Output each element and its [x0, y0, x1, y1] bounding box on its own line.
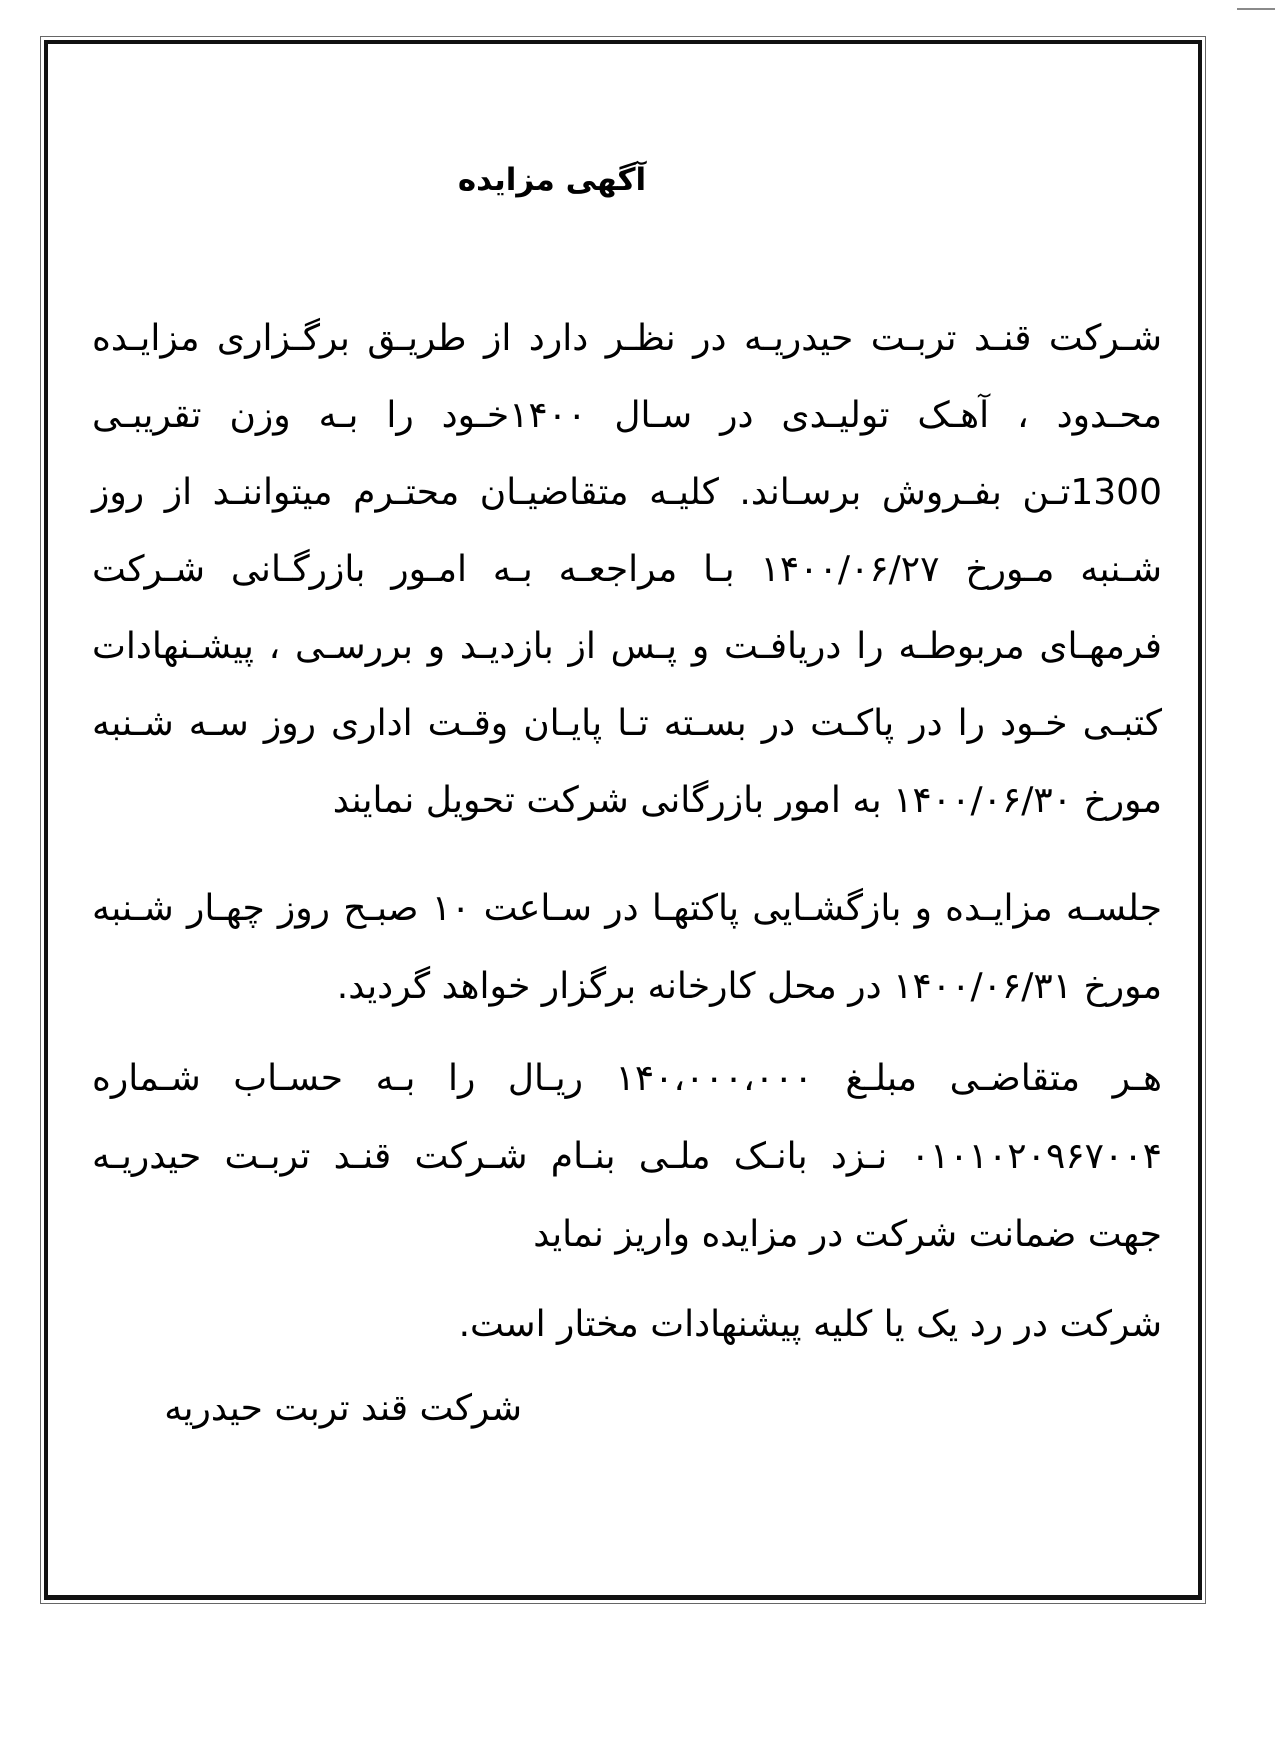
paragraph-line: ۰۱۰۱۰۲۰۹۶۷۰۰۴ نـزد بانـک ملـی بنـام شـرکت قنـد تربـت حیدریـه	[92, 1136, 1162, 1177]
paragraph-line: فرمهـای مربوطـه را دریافـت و پـس از بازدیـد و بررسـی ، پیشـنهادات	[92, 626, 1162, 667]
paragraph-line: کتبـی خـود را در پاکـت در بسـته تـا پایـان وقـت اداری روز سـه شـنبه	[92, 703, 1162, 744]
paragraph-guarantee-deposit	[92, 1040, 1162, 1274]
paragraph-line: شـرکت قنـد تربـت حیدریـه در نظـر دارد از طریـق برگـزاری مزایـده	[92, 318, 1162, 359]
paragraph-line: شرکت در رد یک یا کلیه پیشنهادات مختار است.	[458, 1304, 1162, 1345]
paragraph-auction-details	[92, 300, 1162, 839]
paragraph-line: شـنبه مـورخ ۱۴۰۰/۰۶/۲۷ بـا مراجعـه بـه امـور بازرگـانی شـرکت	[92, 549, 1162, 590]
paragraph-rights-reserved	[92, 1300, 1162, 1350]
paragraph-line: هـر متقاضـی مبلـغ ۱۴۰،۰۰۰،۰۰۰ ریـال را بـه حسـاب شـماره	[92, 1058, 1162, 1099]
paragraph-line: محـدود ، آهـک تولیـدی در سـال ۱۴۰۰خـود را بـه وزن تقریبـی	[92, 395, 1162, 436]
paragraph-line: جلسـه مزایـده و بازگشـایی پاکتهـا در سـاعت ۱۰ صبـح روز چهـار شـنبه	[92, 888, 1162, 929]
paragraph-line: مورخ ۱۴۰۰/۰۶/۳۰ به امور بازرگانی شرکت تحویل نمایند	[332, 780, 1162, 821]
paragraph-opening-session	[92, 870, 1162, 1026]
notice-title: آگهی مزایده	[457, 162, 647, 198]
page-edge-mark	[1237, 8, 1275, 10]
paragraph-line: 1300تـن بفـروش برسـاند. کلیـه متقاضیـان محتـرم میتواننـد از روز	[92, 472, 1162, 513]
company-signature: شرکت قند تربت حیدریه	[164, 1388, 522, 1429]
paragraph-line: جهت ضمانت شرکت در مزایده واریز نماید	[533, 1214, 1162, 1255]
paragraph-line: مورخ ۱۴۰۰/۰۶/۳۱ در محل کارخانه برگزار خواهد گردید.	[336, 966, 1162, 1007]
